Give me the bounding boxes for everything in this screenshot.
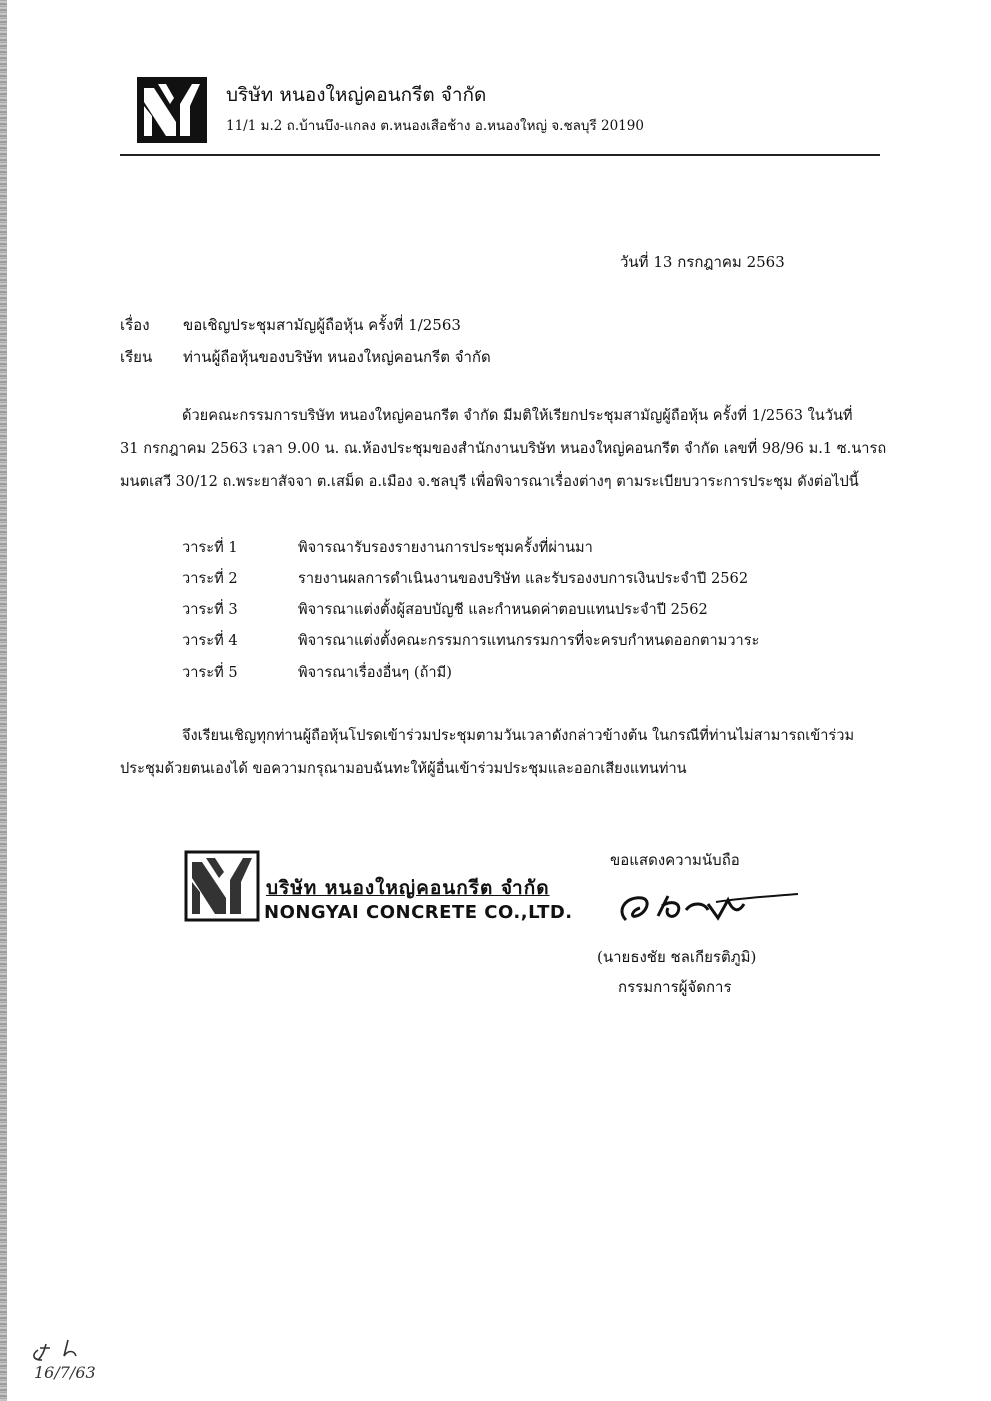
header-divider [120, 154, 880, 156]
closing-line: จึงเรียนเชิญทุกท่านผู้ถือหุ้นโปรดเข้าร่วมประชุมตามวันเวลาดังกล่าวข้างต้น ในกรณีที่ท่านไม่สามารถเข้าร่วม [182, 727, 855, 744]
agenda-text: พิจารณารับรองรายงานการประชุมครั้งที่ผ่านมา [298, 539, 593, 556]
agenda-text: พิจารณาแต่งตั้งคณะกรรมการแทนกรรมการที่จะครบกำหนดออกตามวาระ [298, 632, 760, 649]
letter-date: วันที่ 13 กรกฎาคม 2563 [620, 253, 785, 271]
intro-line: มนตเสวี 30/12 ถ.พระยาสัจจา ต.เสม็ด อ.เมือง จ.ชลบุรี เพื่อพิจารณาเรื่องต่างๆ ตามระเบียบวาระการประชุม ดังต่อไปนี้ [120, 473, 859, 490]
agenda-label: วาระที่ 2 [182, 570, 238, 587]
company-name: บริษัท หนองใหญ่คอนกรีต จำกัด [226, 84, 487, 106]
footer-company-name-th: บริษัท หนองใหญ่คอนกรีต จำกัด [266, 877, 550, 899]
footer-company-name-en: NONGYAI CONCRETE CO.,LTD. [264, 902, 573, 923]
closing-line: ประชุมด้วยตนเองได้ ขอความกรุณามอบฉันทะให้ผู้อื่นเข้าร่วมประชุมและออกเสียงแทนท่าน [120, 760, 687, 777]
recipient-label: เรียน [120, 348, 153, 366]
agenda-label: วาระที่ 1 [182, 539, 238, 556]
agenda-label: วาระที่ 4 [182, 632, 238, 649]
agenda-text: รายงานผลการดำเนินงานของบริษัท และรับรองงบการเงินประจำปี 2562 [298, 570, 749, 587]
ny-logo-icon [136, 76, 208, 144]
signer-name: (นายธงชัย ชลเกียรติภูมิ) [597, 948, 757, 966]
company-address: 11/1 ม.2 ถ.บ้านบึง-แกลง ต.หนองเสือช้าง อ.หนองใหญ่ จ.ชลบุรี 20190 [226, 118, 644, 134]
ny-logo-stamp-icon [182, 848, 262, 924]
closing-salutation: ขอแสดงความนับถือ [610, 851, 740, 869]
intro-line: ด้วยคณะกรรมการบริษัท หนองใหญ่คอนกรีต จำกัด มีมติให้เรียกประชุมสามัญผู้ถือหุ้น ครั้งที่ 1/2563 ในวันที่ [182, 407, 853, 424]
handwritten-note-icon [28, 1334, 123, 1384]
agenda-label: วาระที่ 5 [182, 664, 238, 681]
scan-edge [0, 0, 7, 1401]
agenda-text: พิจารณาเรื่องอื่นๆ (ถ้ามี) [298, 664, 452, 681]
intro-line: 31 กรกฎาคม 2563 เวลา 9.00 น. ณ.ห้องประชุมของสำนักงานบริษัท หนองใหญ่คอนกรีต จำกัด เลขที่ 98/96 ม.1 ซ.นารถ [120, 440, 887, 457]
subject-label: เรื่อง [120, 316, 150, 334]
subject-value: ขอเชิญประชุมสามัญผู้ถือหุ้น ครั้งที่ 1/2563 [183, 316, 461, 334]
signer-title: กรรมการผู้จัดการ [618, 978, 732, 996]
handwritten-note-text: 16/7/63 [34, 1363, 96, 1382]
recipient-value: ท่านผู้ถือหุ้นของบริษัท หนองใหญ่คอนกรีต จำกัด [183, 348, 491, 366]
signature-icon [612, 880, 802, 930]
agenda-label: วาระที่ 3 [182, 601, 238, 618]
agenda-text: พิจารณาแต่งตั้งผู้สอบบัญชี และกำหนดค่าตอบแทนประจำปี 2562 [298, 601, 708, 618]
